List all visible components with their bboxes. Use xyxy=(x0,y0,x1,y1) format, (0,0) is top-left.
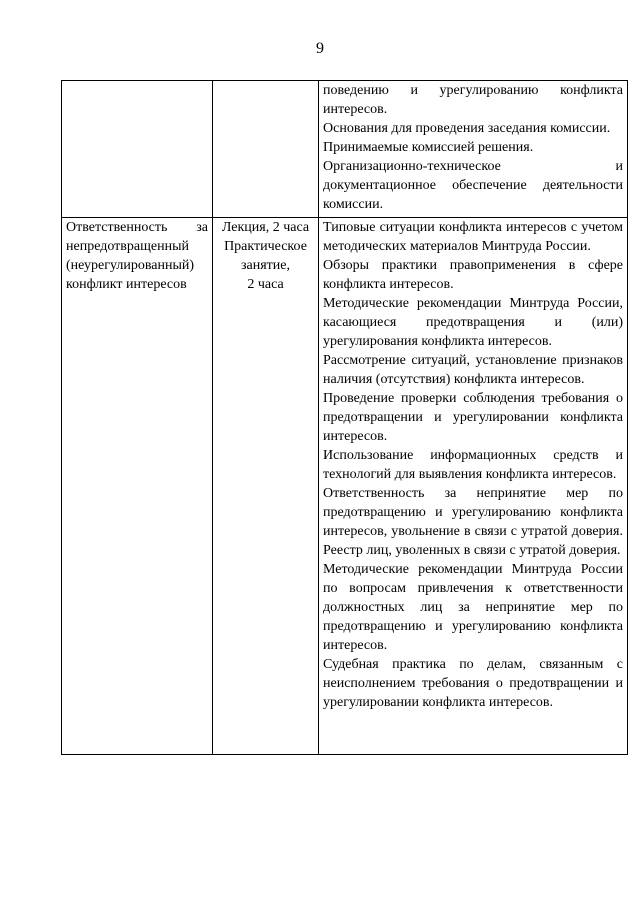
hours-cell xyxy=(213,218,319,755)
content-cell xyxy=(319,218,628,755)
topic-cell xyxy=(62,81,213,218)
hours-cell xyxy=(213,81,319,218)
content-paragraph: Типовые ситуации конфликта интересов с учетом методических материалов Минтруда России. xyxy=(323,220,623,254)
hours-line: 2 часа xyxy=(247,277,284,292)
hours-line: Практическое xyxy=(224,239,307,254)
content-paragraph: Организационно-техническое и документационное обеспечение деятельности комиссии. xyxy=(323,159,623,212)
content-paragraph: Принимаемые комиссией решения. xyxy=(323,140,534,155)
content-paragraph: Методические рекомендации Минтруда России, касающиеся предотвращения и (или) урегулирования конфликта интересов. xyxy=(323,296,623,349)
content-paragraph: Судебная практика по делам, связанным с неисполнением требования о предотвращении и урегулировании конфликта интересов. xyxy=(323,657,623,710)
page-number: 9 xyxy=(316,40,324,57)
topic-cell xyxy=(62,218,213,755)
table-row xyxy=(62,218,628,755)
content-paragraph: Использование информационных средств и технологий для выявления конфликта интересов. xyxy=(323,448,623,482)
topic-text: Ответственность за непредотвращенный (неурегулированный) конфликт интересов xyxy=(66,220,208,292)
hours-line: Лекция, 2 часа xyxy=(221,220,310,235)
content-paragraph: поведению и урегулированию конфликта интересов. xyxy=(323,83,623,117)
content-paragraph: Рассмотрение ситуаций, установление признаков наличия (отсутствия) конфликта интересов. xyxy=(323,353,623,387)
content-paragraph: Обзоры практики правоприменения в сфере конфликта интересов. xyxy=(323,258,623,292)
content-paragraph: Проведение проверки соблюдения требования о предотвращении и урегулировании конфликта интересов. xyxy=(323,391,623,444)
hours-line: занятие, xyxy=(241,258,290,273)
content-cell xyxy=(319,81,628,218)
curriculum-table xyxy=(61,80,628,755)
content-paragraph: Ответственность за непринятие мер по предотвращению и урегулированию конфликта интересов, увольнение в связи с утратой доверия. Реестр лиц, уволенных в связи с утратой доверия. xyxy=(323,486,623,558)
content-paragraph: Методические рекомендации Минтруда России по вопросам привлечения к ответственности должностных лиц за непринятие мер по предотвращению и урегулированию конфликта интересов. xyxy=(323,562,623,653)
content-paragraph: Основания для проведения заседания комиссии. xyxy=(323,121,611,136)
table-row xyxy=(62,81,628,218)
